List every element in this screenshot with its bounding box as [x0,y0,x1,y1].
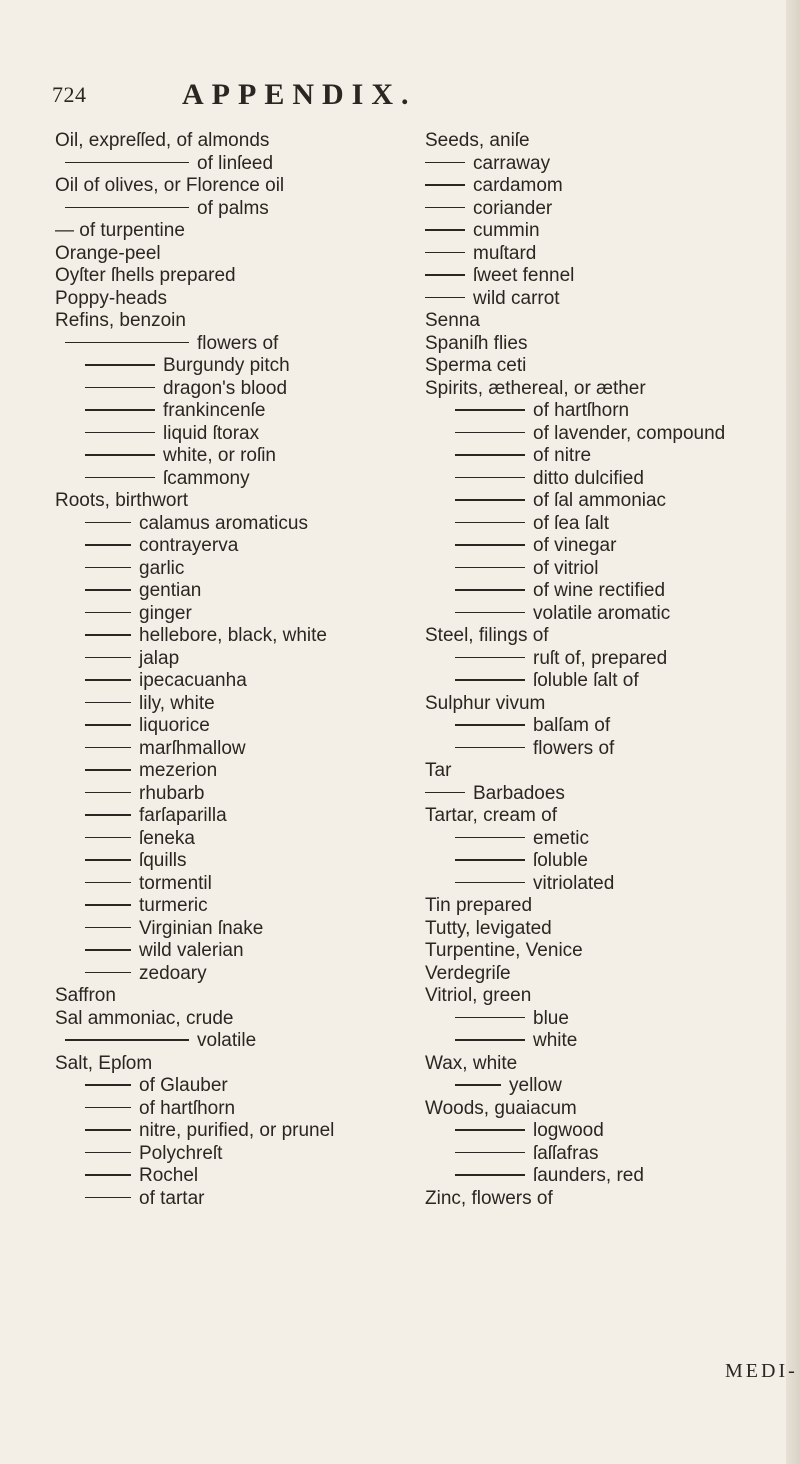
entry-text: Steel, filings of [425,625,549,646]
ditto-dash [455,409,525,411]
ditto-dash [85,567,131,569]
ditto-dash [85,724,131,726]
ditto-dash [455,522,525,524]
entry-text: frankincenſe [163,400,266,421]
entry-text: gentian [139,580,202,601]
ditto-dash [85,792,131,794]
list-item [55,895,425,918]
entry-text: of Glauber [139,1075,228,1096]
list-item [55,153,425,176]
entry-text: of linſeed [197,152,274,174]
entry-text: hellebore, black, white [139,625,327,646]
entry-text: calamus aromaticus [139,512,308,534]
ditto-dash [455,499,525,501]
list-item [425,963,795,986]
list-item [425,535,795,558]
entry-text: Oyſter ſhells prepared [55,265,236,286]
entry-text: white, or roſin [163,445,276,466]
ditto-dash [425,207,465,209]
entry-text: zedoary [139,962,207,984]
right-column [425,130,795,1210]
list-item [425,985,795,1008]
list-item [425,1030,795,1053]
ditto-dash [85,927,131,929]
ditto-dash [85,1152,131,1154]
list-item [425,1053,795,1076]
list-item [55,918,425,941]
entry-text: Turpentine, Venice [425,940,583,961]
list-item [425,445,795,468]
list-item [55,625,425,648]
entry-text: Polychreſt [139,1142,223,1164]
ditto-dash [425,162,465,164]
entry-text: of ſal ammoniac [533,490,667,511]
entry-text: flowers of [533,737,615,759]
entry-text: farſaparilla [139,805,227,826]
list-item [425,153,795,176]
entry-text: ſweet fennel [473,265,575,286]
entry-text: flowers of [197,332,279,354]
entry-text: Refins, benzoin [55,310,186,331]
entry-text: Verdegriſe [425,962,511,984]
entry-text: mezerion [139,760,218,781]
ditto-dash [455,1084,501,1086]
list-item [55,603,425,626]
list-item [425,513,795,536]
ditto-dash [85,1129,131,1131]
list-item [425,805,795,828]
list-item [425,423,795,446]
ditto-dash [85,1107,131,1109]
entry-text: emetic [533,827,589,849]
ditto-dash [85,904,131,906]
list-item [55,513,425,536]
entry-text: Poppy-heads [55,287,167,309]
ditto-dash [455,1039,525,1041]
ditto-dash [455,612,525,614]
entry-text: ſoluble [533,850,588,871]
list-item [55,693,425,716]
entry-text: Spaniſh flies [425,332,528,354]
ditto-dash [85,589,131,591]
entry-text: volatile [197,1030,257,1051]
entry-text: carraway [473,152,551,174]
ditto-dash [85,949,131,951]
list-item [55,265,425,288]
entry-text: ditto dulcified [533,467,644,489]
entry-text: blue [533,1007,569,1029]
list-item [55,310,425,333]
list-item [55,670,425,693]
entry-text: nitre, purified, or prunel [139,1120,335,1141]
ditto-dash [85,882,131,884]
list-item [425,670,795,693]
list-item [55,1120,425,1143]
list-item [55,558,425,581]
list-item [55,490,425,513]
entry-text: Burgundy pitch [163,355,290,376]
ditto-dash [85,837,131,839]
list-item [55,1030,425,1053]
entry-text: liquid ſtorax [163,422,260,444]
ditto-dash [425,297,465,299]
list-item [55,985,425,1008]
list-item [425,715,795,738]
list-item [55,220,425,243]
entry-text: Barbadoes [473,782,565,804]
list-item [425,1120,795,1143]
entry-text: Virginian ſnake [139,917,264,939]
entry-text: rhubarb [139,782,205,804]
list-item [425,558,795,581]
ditto-dash [65,207,189,209]
list-item [425,603,795,626]
entry-text: Salt, Epſom [55,1052,153,1074]
entry-text: of lavender, compound [533,422,726,444]
ditto-dash [85,1197,131,1199]
entry-text: of hartſhorn [139,1097,236,1119]
entry-text: Tutty, levigated [425,917,552,939]
entry-text: Sal ammoniac, crude [55,1007,234,1029]
list-item [55,580,425,603]
ditto-dash [425,252,465,254]
ditto-dash [455,1174,525,1176]
list-item [55,715,425,738]
ditto-dash [85,814,131,816]
list-item [425,400,795,423]
list-item [55,828,425,851]
list-item [55,288,425,311]
list-item [55,873,425,896]
catchword: MEDI- [725,1360,798,1382]
list-item [425,873,795,896]
ditto-dash [85,634,131,636]
list-item [425,895,795,918]
entry-text: tormentil [139,872,212,894]
entry-text: Seeds, aniſe [425,130,530,151]
list-item [55,1143,425,1166]
entry-text: Vitriol, green [425,985,532,1006]
entry-text: volatile aromatic [533,602,671,624]
entry-text: Rochel [139,1165,199,1186]
entry-text: of palms [197,197,269,219]
entry-text: wild valerian [139,940,244,961]
ditto-dash [65,162,189,164]
list-item [55,648,425,671]
entry-text: Zinc, flowers of [425,1187,553,1209]
entry-text: muſtard [473,242,537,264]
list-item [425,1098,795,1121]
ditto-dash [85,544,131,546]
ditto-dash [85,702,131,704]
ditto-dash [455,747,525,749]
list-item [425,355,795,378]
list-item [55,1008,425,1031]
entry-text: ruſt of, prepared [533,647,668,669]
entry-text: coriander [473,197,553,219]
list-item [425,490,795,513]
list-item [425,468,795,491]
ditto-dash [455,589,525,591]
entry-text: jalap [139,647,180,669]
list-item [55,1188,425,1211]
entry-text: ſaſſafras [533,1142,599,1164]
page-header [52,78,752,118]
entry-text: turmeric [139,895,208,916]
entry-text: cummin [473,220,540,241]
ditto-dash [65,342,189,344]
ditto-dash [85,972,131,974]
list-item [425,738,795,761]
ditto-dash [85,859,131,861]
list-item [425,693,795,716]
entry-text: ginger [139,602,192,624]
entry-text: Roots, birthwort [55,490,189,511]
ditto-dash [85,522,131,524]
list-item [425,378,795,401]
ditto-dash [455,679,525,681]
ditto-dash [455,544,525,546]
list-item [55,850,425,873]
list-item [425,918,795,941]
list-item [55,130,425,153]
list-item [425,783,795,806]
entry-text: of tartar [139,1187,205,1209]
entry-text: contrayerva [139,535,239,556]
entry-text: Wax, white [425,1052,518,1074]
page-number: 724 [52,82,87,107]
entry-text: ſeneka [139,827,195,849]
entry-text: yellow [509,1075,562,1096]
list-item [425,130,795,153]
list-item [425,175,795,198]
list-item [55,333,425,356]
list-item [425,333,795,356]
list-item [55,1098,425,1121]
list-item [55,738,425,761]
entry-text: — of turpentine [55,220,185,241]
entry-text: Tar [425,760,452,781]
ditto-dash [85,477,155,479]
ditto-dash [85,679,131,681]
running-head: APPENDIX. [182,78,417,111]
list-item [425,625,795,648]
list-item [55,468,425,491]
entry-text: of wine rectified [533,580,666,601]
entry-text: logwood [533,1120,604,1141]
ditto-dash [455,1152,525,1154]
ditto-dash [455,567,525,569]
entry-text: lily, white [139,692,215,714]
list-item [55,198,425,221]
ditto-dash [85,657,131,659]
ditto-dash [455,1129,525,1131]
list-item [55,1075,425,1098]
list-item [425,1188,795,1211]
entry-text: Tartar, cream of [425,805,557,826]
list-item [425,1075,795,1098]
ditto-dash [455,859,525,861]
entry-text: of vitriol [533,557,599,579]
list-item [55,445,425,468]
list-item [425,288,795,311]
ditto-dash [455,882,525,884]
entry-text: Orange-peel [55,242,161,264]
ditto-dash [85,769,131,771]
list-item [55,423,425,446]
list-item [425,940,795,963]
ditto-dash [85,387,155,389]
list-item [55,378,425,401]
entry-text: Tin prepared [425,895,533,916]
list-item [55,963,425,986]
list-item [55,355,425,378]
entry-text: white [533,1030,578,1051]
list-item [55,940,425,963]
list-item [425,1008,795,1031]
ditto-dash [455,724,525,726]
entry-text: of nitre [533,445,592,466]
entry-text: liquorice [139,715,210,736]
entry-text: Sulphur vivum [425,692,546,714]
ditto-dash [455,1017,525,1019]
list-item [425,220,795,243]
ditto-dash [85,1084,131,1086]
entry-text: Oil, expreſſed, of almonds [55,130,270,151]
list-item [425,1165,795,1188]
entry-text: garlic [139,557,185,579]
entry-text: Senna [425,310,480,331]
list-item [425,265,795,288]
list-item [425,1143,795,1166]
ditto-dash [455,477,525,479]
left-column [55,130,425,1210]
ditto-dash [425,184,465,186]
list-item [55,243,425,266]
ditto-dash [455,432,525,434]
ditto-dash [85,364,155,366]
ditto-dash [85,1174,131,1176]
list-item [425,828,795,851]
list-item [55,1165,425,1188]
ditto-dash [85,747,131,749]
ditto-dash [65,1039,189,1041]
list-item [55,783,425,806]
ditto-dash [455,657,525,659]
ditto-dash [85,454,155,456]
entry-text: Oil of olives, or Florence oil [55,175,285,196]
entry-text: cardamom [473,175,563,196]
entry-text: vitriolated [533,872,615,894]
entry-text: of hartſhorn [533,400,630,421]
entry-text: ſquills [139,850,187,871]
list-item [425,760,795,783]
list-item [55,805,425,828]
entry-text: wild carrot [473,287,560,309]
list-item [425,850,795,873]
entry-text: ſoluble ſalt of [533,670,639,691]
list-item [55,760,425,783]
entry-text: of ſea ſalt [533,512,610,534]
ditto-dash [455,454,525,456]
list-item [425,198,795,221]
entry-text: ipecacuanha [139,670,247,691]
entry-text: marſhmallow [139,737,246,759]
entry-text: balſam of [533,715,611,736]
ditto-dash [425,229,465,231]
entry-text: Saffron [55,985,116,1006]
entry-text: Sperma ceti [425,355,527,376]
ditto-dash [85,432,155,434]
list-item [55,1053,425,1076]
list-item [425,580,795,603]
ditto-dash [85,612,131,614]
entry-text: dragon's blood [163,377,288,399]
entry-text: Woods, guaiacum [425,1097,577,1119]
ditto-dash [455,837,525,839]
list-item [55,400,425,423]
ditto-dash [85,409,155,411]
list-item [55,535,425,558]
ditto-dash [425,792,465,794]
list-item [425,648,795,671]
entry-text: ſcammony [163,467,250,489]
entry-text: of vinegar [533,535,617,556]
entry-text: Spirits, æthereal, or æther [425,377,646,399]
list-item [425,310,795,333]
list-item [425,243,795,266]
list-item [55,175,425,198]
entry-text: ſaunders, red [533,1165,644,1186]
ditto-dash [425,274,465,276]
